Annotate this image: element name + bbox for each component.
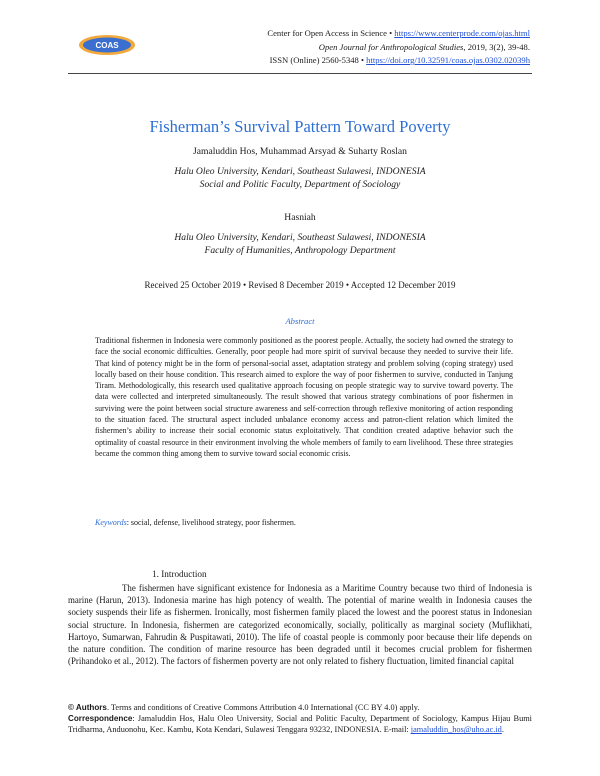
abstract-heading: Abstract	[285, 316, 315, 326]
coas-logo	[78, 34, 136, 56]
correspondence-note: Correspondence: Jamaluddin Hos, Halu Oleo University, Social and Politic Faculty, Department of Sociology, Kampus Hijau Bumi Tridharma, Anduonohu, Kec. Kambu, Kota Kendari, Sulawesi Tenggara 93232, INDONESIA. E-mail: jamaluddin_hos@uho.ac.id.	[68, 714, 532, 735]
abstract-body: Traditional fishermen in Indonesia were commonly positioned as the poorest people. Actually, the society had owned the strategy to face the social economic difficulties. Generally, poor people had more spirit of survival because they needed to survive their life. That kind of potency might be in the form of personal-social asset, adaptation strategy and problem solving (coping strategy) used locally based on their house condition. This research aimed to explore the way of poor fishermen to survive, conducted in Tanjung Tiram. Methodologically, this research used qualitative approach focusing on people strategic way to survive toward poverty. The data were collected and interpreted simultaneously. The result showed that various strategy combinations of poor fishermen in surviving were the point between social structure awareness and self-correction through reflexive monitoring of action responding to the situation faced. The structural aspect included unbalance economy access and patron-client relation which limited the fishermen’s ability to increase their social economic status exploitatively. That condition created adaptive behavior such the optimality of coastal resource in their environment involving the whole members of family to earn livelihood. These three strategies became the common thing among them to survive toward social economic crisis.	[95, 336, 513, 458]
footer-notes	[68, 702, 532, 736]
issn: ISSN (Online) 2560-5348	[269, 55, 359, 65]
header-divider	[68, 73, 532, 74]
correspondence-text: : Jamaluddin Hos, Halu Oleo University, Social and Politic Faculty, Department of Sociology, Kampus Hijau Bumi Tridharma, Anduonohu, Kec. Kambu, Kota Kendari, Sulawesi Tenggara 93232, INDONESIA. E-mail:	[68, 714, 532, 735]
publisher-name: Center for Open Access in Science	[267, 28, 387, 38]
section-heading-introduction: 1. Introduction	[152, 569, 207, 579]
journal-name: Open Journal for Anthropological Studies	[318, 41, 464, 52]
publisher-link[interactable]: https://www.centerprode.com/ojas.html	[394, 28, 530, 38]
logo-text: COAS	[95, 41, 119, 50]
author-block-1	[0, 145, 600, 192]
affiliation-1b: Social and Politic Faculty, Department of Sociology	[199, 179, 401, 190]
author-block-2	[0, 211, 600, 258]
license-text: . Terms and conditions of Creative Commons Attribution 4.0 International (CC BY 4.0) apply.	[106, 703, 420, 712]
submission-dates: Received 25 October 2019 • Revised 8 December 2019 • Accepted 12 December 2019	[144, 280, 456, 290]
keywords	[95, 518, 296, 527]
journal-citation: , 2019, 3(2), 39-48.	[463, 41, 530, 52]
paper-title: Fisherman’s Survival Pattern Toward Poverty	[149, 117, 451, 136]
introduction-body: The fishermen have significant existence for Indonesia as a Maritime Country because two third of Indonesia is marine (Harun, 2013). Indonesia marine has high potency of wealth. The potential of marine wealth in Indonesia causes the society suspends their life as fishermen. Ironically, most fishermen family placed the lowest and the poorest status in Indonesian social structure. In Indonesia, fishermen are categorized economically, socially, politically as marginal society (Muflikhati, Hartoyo, Sumarwan, Fahrudin & Puspitawati, 2010). The life of coastal people is commonly poor because their life depends on the nature condition. The condition of marine resource has been degraded until it becomes crucial problem for fishermen (Prihandoko et al., 2012). The factors of fishermen poverty are not only related to fishery fluctuation, limited financial capital	[68, 583, 532, 667]
affiliation-2a: Halu Oleo University, Kendari, Southeast Sulawesi, INDONESIA	[174, 231, 426, 243]
keywords-label: Keywords	[95, 518, 127, 527]
affiliation-1a: Halu Oleo University, Kendari, Southeast Sulawesi, INDONESIA	[174, 165, 426, 177]
authors-line-2: Hasniah	[284, 212, 316, 223]
correspondence-label: Correspondence	[68, 714, 133, 724]
license-note	[68, 702, 532, 713]
journal-header: Center for Open Access in Science • https://www.centerprode.com/ojas.html Open Journal for Anthropological Studies, 2019, 3(2), 39-48. ISSN (Online) 2560-5348 • https://doi.org/10.32591/coas.ojas.0302.02039h	[267, 28, 530, 65]
copyright-label: © Authors	[68, 703, 107, 712]
authors-line-1: Jamaluddin Hos, Muhammad Arsyad & Suharty Roslan	[193, 146, 407, 157]
email-link[interactable]: jamaluddin_hos@uho.ac.id	[410, 725, 502, 735]
doi-link[interactable]: https://doi.org/10.32591/coas.ojas.0302.02039h	[366, 55, 530, 65]
keywords-text: : social, defense, livelihood strategy, poor fishermen.	[126, 518, 296, 527]
affiliation-2b: Faculty of Humanities, Anthropology Department	[204, 245, 396, 256]
